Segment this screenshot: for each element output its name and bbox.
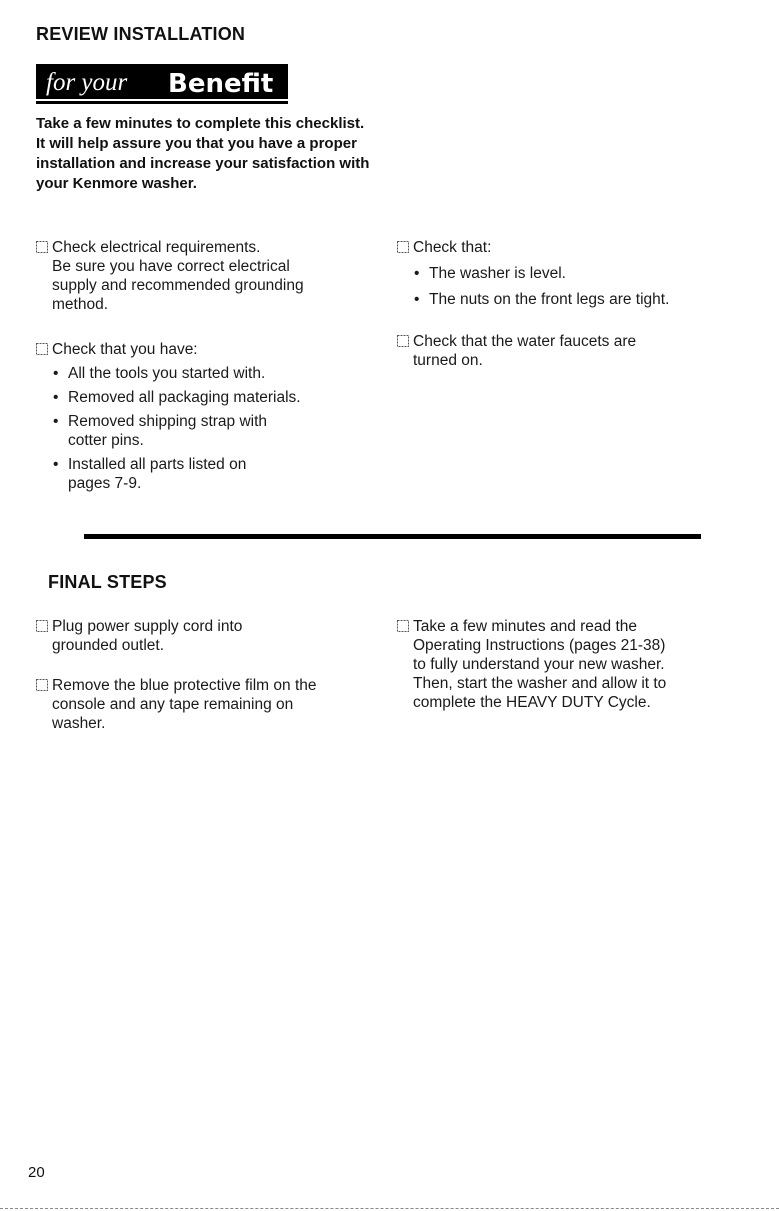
checkbox-icon (36, 343, 48, 355)
checkbox-icon (36, 620, 48, 632)
item-lead: Check that the water faucets are (413, 333, 637, 350)
section-heading-final-steps: FINAL STEPS (48, 572, 167, 592)
item-line: to fully understand your new washer. (413, 656, 665, 673)
bullet-item: • The washer is level. (414, 265, 566, 282)
bullet-continuation: pages 7-9. (68, 475, 142, 492)
item-body-line: method. (52, 296, 109, 313)
intro-paragraph: Take a few minutes to complete this checklist. It will help assure you that you have a proper installation and increase your satisfaction with your Kenmore washer. (36, 115, 370, 192)
item-line: grounded outlet. (52, 637, 165, 654)
item-body-line: supply and recommended grounding (52, 277, 304, 294)
item-line: complete the HEAVY DUTY Cycle. (413, 694, 651, 711)
final-item-read-instructions (397, 617, 757, 712)
bullet-item: • Removed shipping strap with (53, 413, 268, 430)
banner-word: Benefit (168, 69, 274, 99)
final-item-plug (36, 617, 381, 655)
bullet-item: • Removed all packaging materials. (53, 389, 301, 406)
checkbox-icon (397, 241, 409, 253)
bullet-continuation: cotter pins. (68, 432, 144, 449)
for-your-benefit-logo (36, 62, 288, 104)
checkbox-icon (397, 335, 409, 347)
item-line: Take a few minutes and read the (413, 618, 638, 635)
item-line: washer. (52, 715, 106, 732)
item-lead: Check electrical requirements. (52, 239, 261, 256)
item-body-line: Be sure you have correct electrical (52, 258, 290, 275)
item-lead: Check that you have: (52, 341, 198, 358)
section-heading-review-installation: REVIEW INSTALLATION (36, 24, 246, 44)
item-line: Then, start the washer and allow it to (413, 675, 667, 692)
final-item-remove-film (36, 676, 381, 733)
checklist-item-electrical (36, 238, 376, 314)
item-line: Plug power supply cord into (52, 618, 243, 635)
section-divider (84, 534, 701, 539)
page-edge-line (0, 1208, 779, 1209)
item-lead: Check that: (413, 239, 492, 256)
item-line: Remove the blue protective film on the (52, 677, 317, 694)
bullet-item: • Installed all parts listed on (53, 456, 247, 473)
bullet-item: • The nuts on the front legs are tight. (414, 291, 670, 308)
checkbox-icon (36, 241, 48, 253)
banner-script: for your (46, 69, 128, 96)
checklist-item-level (397, 238, 737, 309)
checkbox-icon (36, 679, 48, 691)
item-line: console and any tape remaining on (52, 696, 294, 713)
checklist-item-faucets (397, 332, 737, 370)
item-line: Operating Instructions (pages 21-38) (413, 637, 666, 654)
checkbox-icon (397, 620, 409, 632)
page-number: 20 (28, 1164, 45, 1181)
checklist-item-have (36, 340, 376, 493)
bullet-item: • All the tools you started with. (53, 365, 266, 382)
item-body-line: turned on. (413, 352, 483, 369)
